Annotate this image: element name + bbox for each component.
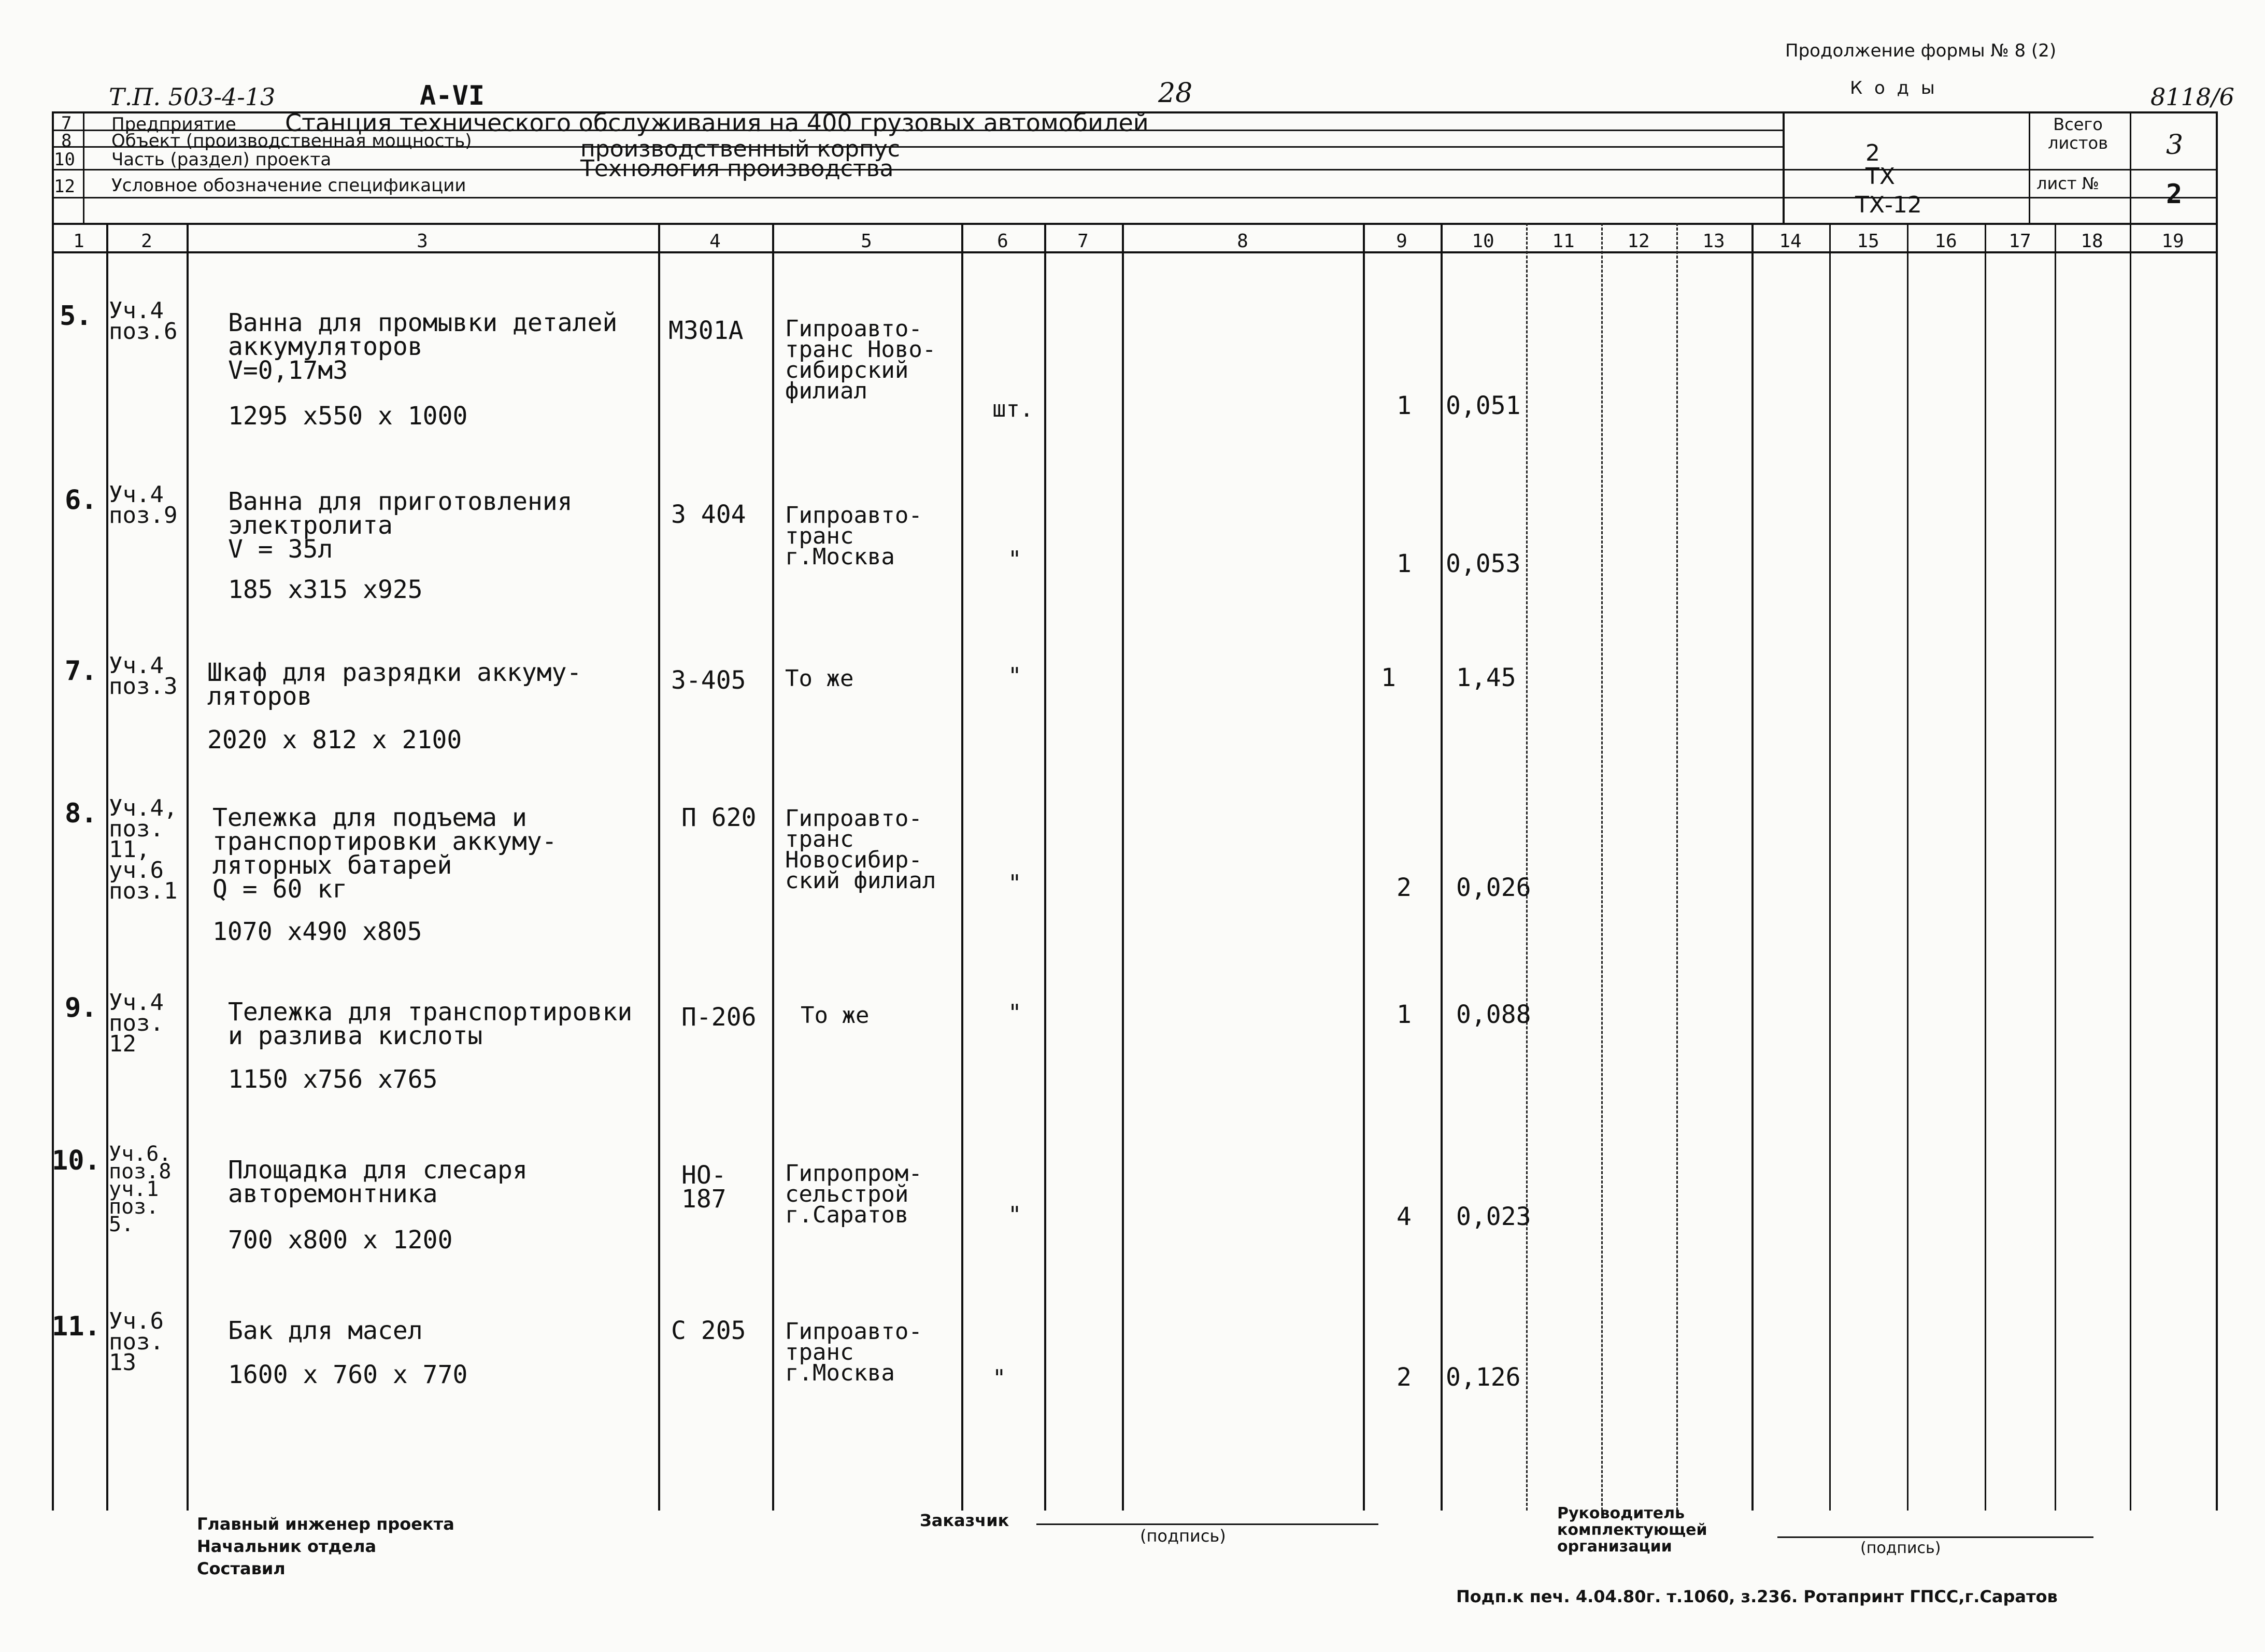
column-number: 12	[1627, 231, 1650, 252]
customer-signature-line	[1036, 1523, 1378, 1525]
column-number: 17	[2008, 231, 2031, 252]
item-mass: 0,026	[1456, 873, 1531, 902]
supplier-head-label: Руководитель комплектующей организации	[1557, 1504, 1707, 1556]
column-number: 3	[417, 231, 428, 252]
item-dimensions: 1295 x550 x 1000	[228, 402, 468, 431]
header-value-enterprise: Станция технического обслуживания на 400 грузовых автомобилей	[285, 109, 1149, 137]
header-label-part: Часть (раздел) проекта	[111, 149, 332, 170]
item-unit: шт.	[992, 396, 1034, 422]
column-number: 5	[861, 231, 872, 252]
item-mass: 0,126	[1446, 1363, 1521, 1392]
department-head-label: Начальник отдела	[197, 1536, 377, 1556]
item-mass: 0,023	[1456, 1202, 1531, 1231]
item-quantity: 1	[1397, 391, 1412, 420]
header-row-num-10: 10	[54, 149, 75, 170]
item-dimensions: 1150 x756 x765	[228, 1065, 438, 1094]
item-number: 6.	[65, 485, 97, 516]
item-name: Шкаф для разрядки аккуму- ляторов	[207, 658, 582, 711]
column-number: 10	[1472, 231, 1494, 252]
column-number: 7	[1077, 231, 1089, 252]
column-number: 14	[1779, 231, 1802, 252]
item-position: Уч.4 поз.9	[109, 481, 178, 529]
total-sheets-label: Всего листов	[2048, 115, 2108, 153]
header-code-spec: ТХ-12	[1855, 192, 1922, 218]
customer-signature-caption: (подпись)	[1140, 1526, 1226, 1546]
header-label-object: Объект (производственная мощность)	[111, 131, 472, 151]
item-unit: "	[1008, 1202, 1022, 1228]
column-number: 4	[709, 231, 721, 252]
print-info: Подп.к печ. 4.04.80г. т.1060, з.236. Ротапринт ГПСС,г.Саратов	[1456, 1587, 2058, 1606]
column-number: 8	[1237, 231, 1248, 252]
item-unit: "	[1008, 663, 1022, 689]
chief-engineer-label: Главный инженер проекта	[197, 1514, 454, 1534]
item-quantity: 4	[1397, 1202, 1412, 1231]
total-sheets-value: 3	[2166, 130, 2184, 161]
item-quantity: 1	[1381, 663, 1396, 692]
column-number: 2	[141, 231, 152, 252]
header-code-part: ТХ	[1865, 163, 1896, 190]
customer-label: Заказчик	[920, 1511, 1009, 1530]
item-name: Ванна для приготовления электролита V = 35л	[228, 487, 573, 564]
codes-label: К о д ы	[1850, 78, 1938, 98]
header-row-num-12: 12	[54, 176, 75, 197]
header-value-part: Технология производства	[580, 155, 894, 182]
item-position: Уч.4 поз.6	[109, 297, 178, 345]
page-number: 28	[1158, 78, 1193, 109]
item-unit: "	[992, 1365, 1006, 1391]
column-number: 18	[2081, 231, 2103, 252]
header-row-num-7: 7	[61, 113, 72, 134]
item-position: Уч.6 поз. 13	[109, 1308, 164, 1376]
item-drawing-code: С 205	[671, 1316, 746, 1345]
item-number: 5.	[60, 301, 92, 332]
column-number: 9	[1396, 231, 1407, 252]
album-number: А-VI	[420, 80, 485, 111]
item-unit: "	[1008, 546, 1022, 573]
item-source: То же	[785, 665, 854, 692]
item-drawing-code: М301А	[668, 316, 744, 345]
item-name: Бак для масел	[228, 1316, 423, 1345]
item-number: 7.	[65, 656, 97, 687]
item-position: Уч.4 поз.3	[109, 652, 178, 700]
item-source: Гипроавто- транс Новосибир- ский филиал	[785, 805, 936, 894]
item-quantity: 2	[1397, 1363, 1412, 1392]
sheet-number-label: лист №	[2036, 174, 2099, 193]
item-drawing-code: П 620	[681, 803, 757, 832]
item-quantity: 1	[1397, 549, 1412, 578]
item-dimensions: 185 x315 x925	[228, 575, 423, 604]
archive-number: 8118/6	[2150, 83, 2234, 111]
column-number: 16	[1934, 231, 1957, 252]
item-mass: 0,053	[1446, 549, 1521, 578]
item-number: 9.	[65, 992, 97, 1023]
item-number: 11.	[52, 1311, 101, 1342]
item-source: Гипроавто- транс г.Москва	[785, 1318, 922, 1386]
item-dimensions: 1600 x 760 x 770	[228, 1360, 468, 1389]
header-label-enterprise: Предприятие	[111, 114, 236, 135]
compiled-by-label: Составил	[197, 1559, 286, 1578]
item-position: Уч.4 поз. 12	[109, 989, 164, 1057]
item-name: Площадка для слесаря авторемонтника	[228, 1156, 528, 1208]
column-number: 19	[2161, 231, 2184, 252]
column-number: 11	[1552, 231, 1575, 252]
header-code-object: 2	[1865, 140, 1880, 166]
item-name: Тележка для подъема и транспортировки аккуму- ляторных батарей Q = 60 кг	[212, 803, 557, 904]
supplier-signature-caption: (подпись)	[1860, 1539, 1941, 1557]
item-number: 10.	[52, 1145, 101, 1176]
item-drawing-code: 3-405	[671, 666, 746, 695]
item-source: Гипроавто- транс Ново- сибирский филиал	[785, 316, 936, 404]
column-number: 6	[997, 231, 1008, 252]
item-position: Уч.6. поз.8 уч.1 поз. 5.	[109, 1142, 172, 1236]
item-unit: "	[1008, 870, 1022, 896]
column-number: 15	[1857, 231, 1879, 252]
item-source: Гипроавто- транс г.Москва	[785, 502, 922, 570]
item-dimensions: 1070 x490 x805	[212, 917, 422, 946]
header-label-spec-designation: Условное обозначение спецификации	[111, 175, 466, 196]
item-source: То же	[801, 1002, 870, 1029]
form-continuation-caption: Продолжение формы № 8 (2)	[1785, 40, 2057, 61]
column-number: 13	[1702, 231, 1725, 252]
item-drawing-code: П-206	[681, 1003, 757, 1032]
item-unit: "	[1008, 1000, 1022, 1026]
supplier-signature-line	[1777, 1536, 2093, 1538]
item-name: Ванна для промывки деталей аккумуляторов V=0,17м3	[228, 308, 618, 385]
item-mass: 0,088	[1456, 1000, 1531, 1029]
item-mass: 1,45	[1456, 663, 1516, 692]
item-mass: 0,051	[1446, 391, 1521, 420]
item-position: Уч.4, поз. 11, уч.6 поз.1	[109, 795, 178, 904]
header-value-object: производственный корпус	[580, 136, 900, 162]
item-quantity: 1	[1397, 1000, 1412, 1029]
item-dimensions: 2020 x 812 x 2100	[207, 725, 462, 754]
sheet-number-value: 2	[2166, 179, 2183, 210]
document-code: Т.П. 503-4-13	[109, 83, 276, 111]
item-drawing-code: 3 404	[671, 500, 746, 529]
item-drawing-code: НО- 187	[681, 1161, 726, 1214]
item-dimensions: 700 x800 x 1200	[228, 1226, 453, 1255]
column-number: 1	[73, 231, 84, 252]
item-source: Гипропром- сельстрой г.Саратов	[785, 1160, 922, 1228]
item-name: Тележка для транспортировки и разлива кислоты	[228, 998, 633, 1050]
header-row-num-8: 8	[61, 131, 72, 151]
item-number: 8.	[65, 798, 97, 829]
item-quantity: 2	[1397, 873, 1412, 902]
